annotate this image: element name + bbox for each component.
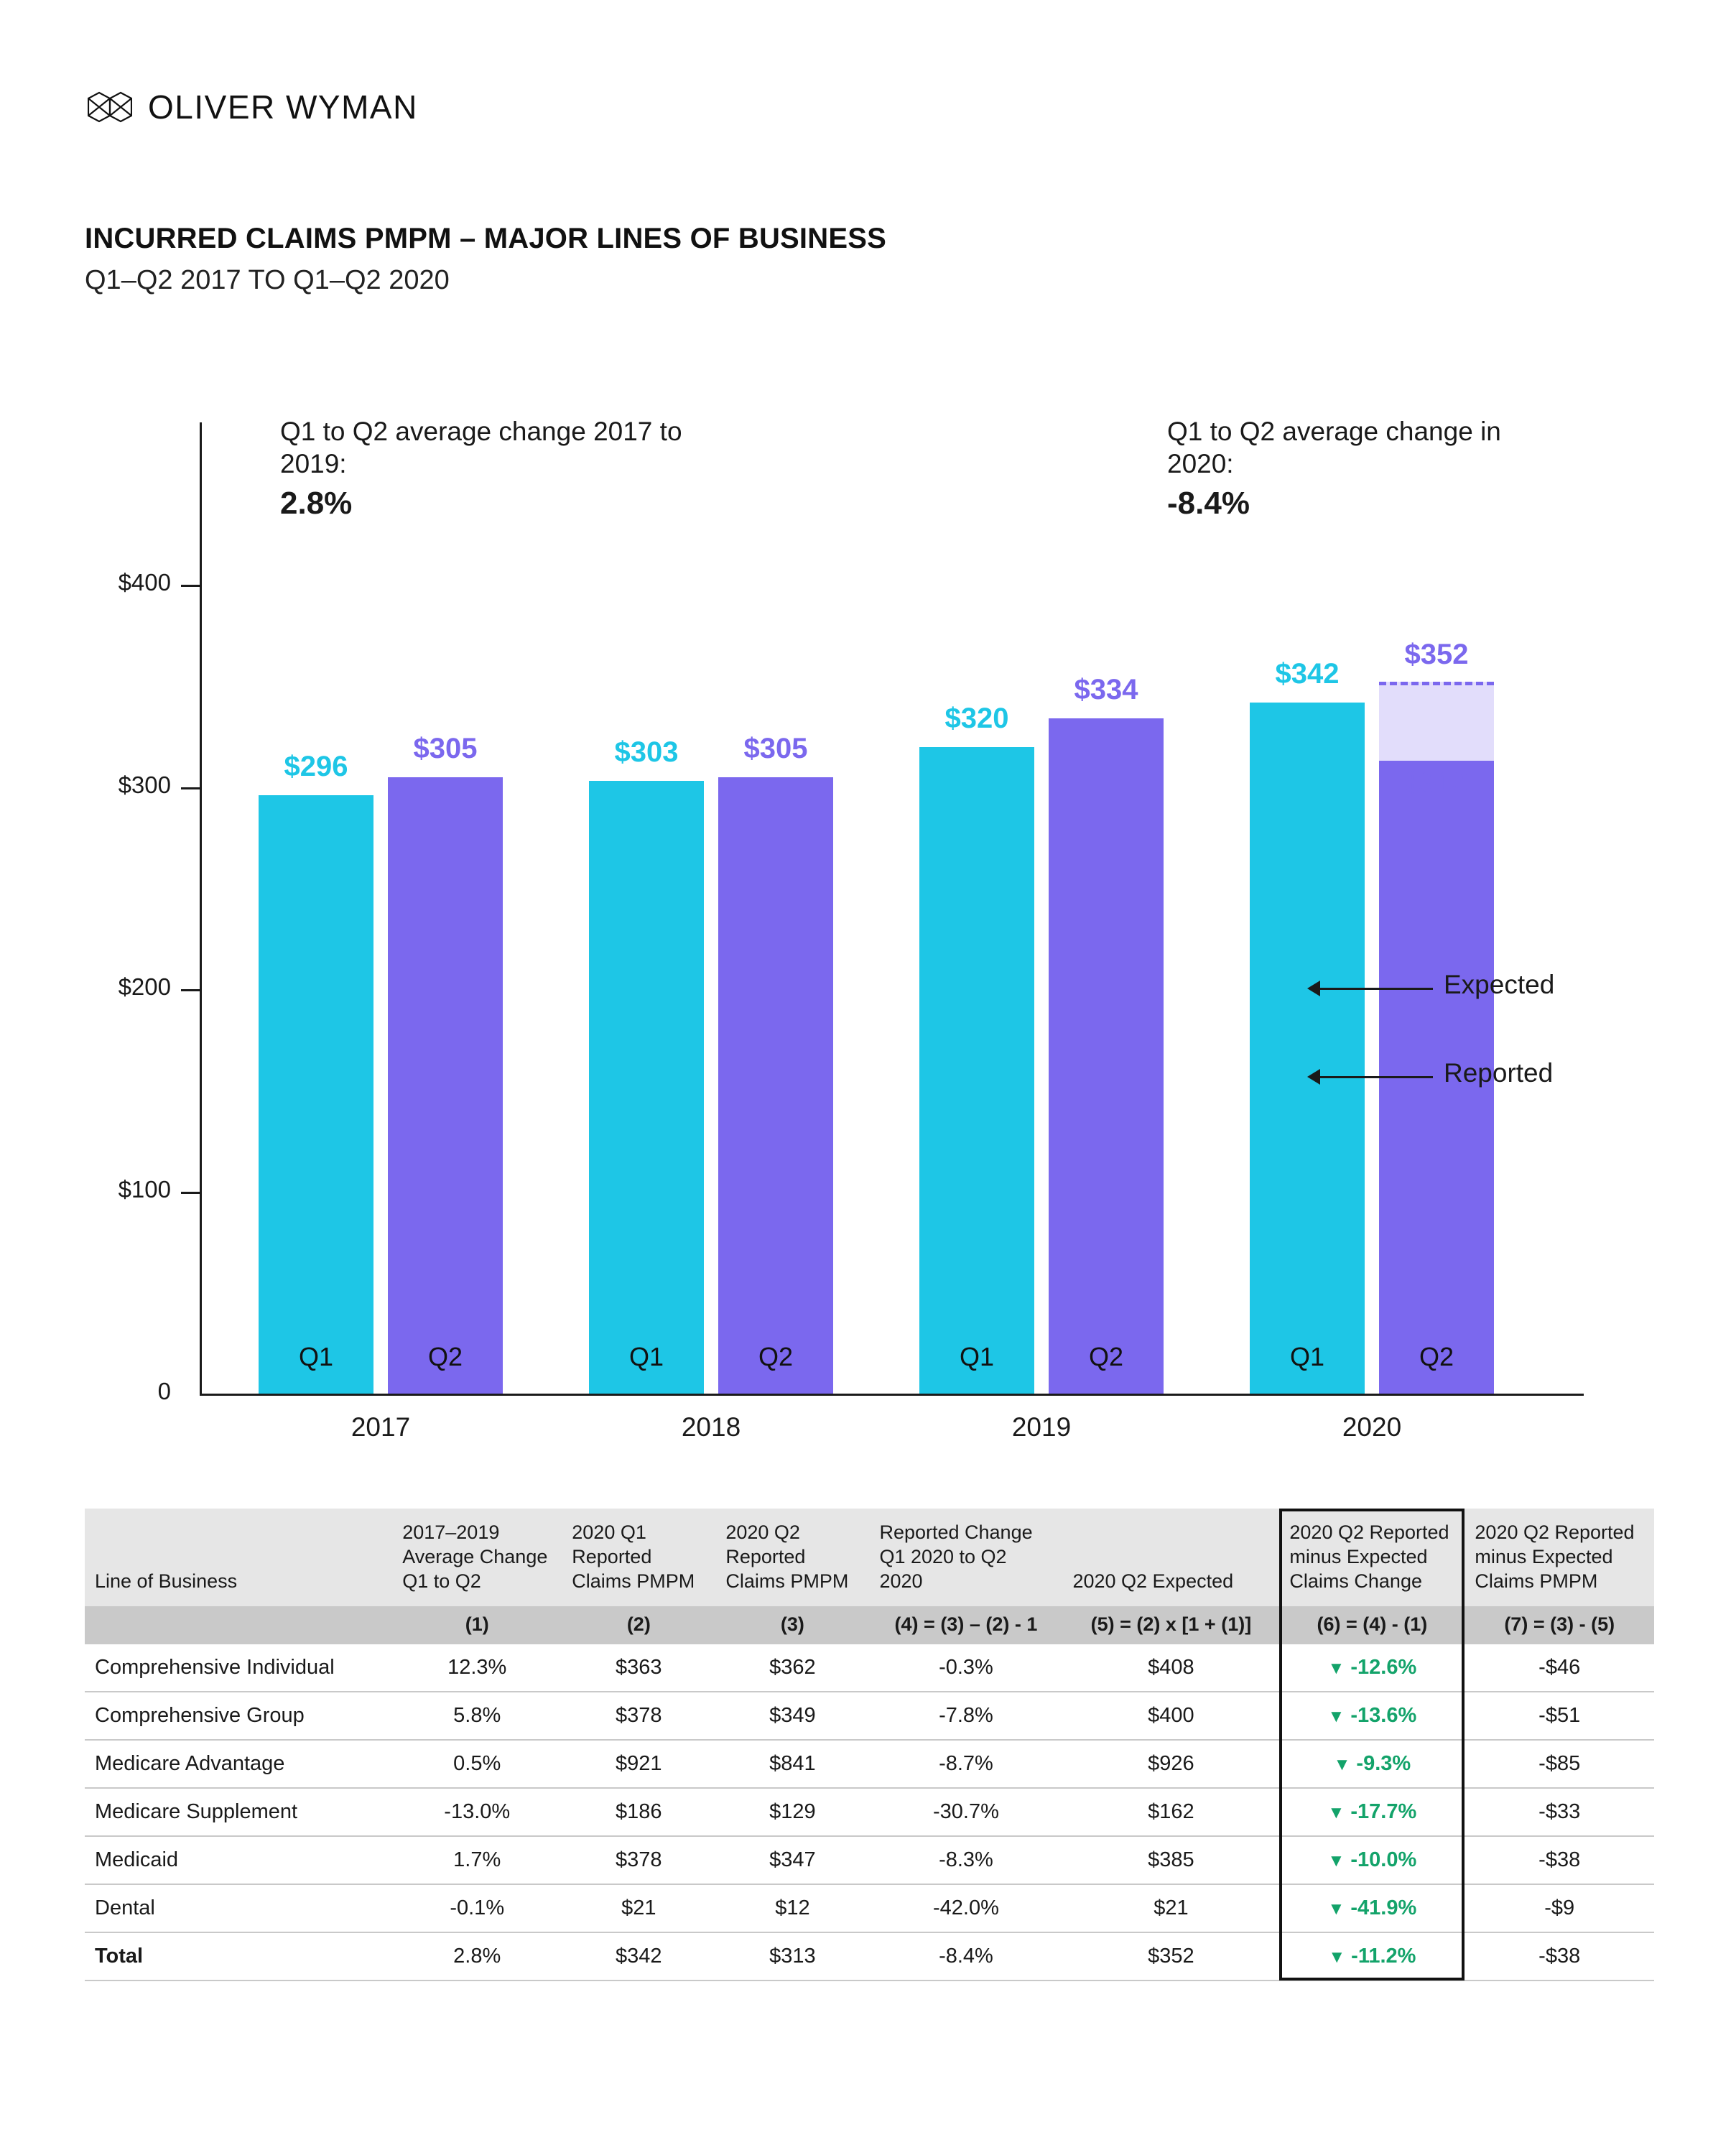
annotation-left-text: Q1 to Q2 average change 2017 to 2019:: [280, 417, 682, 479]
cell-reported-minus-expected-pmpm: -$85: [1465, 1740, 1654, 1788]
formula-cell-1: (1): [392, 1606, 562, 1644]
cell-avg-change: -0.1%: [392, 1884, 562, 1932]
formula-cell-2: (2): [562, 1606, 715, 1644]
bar-value-q2-2017: $305: [413, 732, 478, 764]
cell-2020q2-expected: $21: [1062, 1884, 1279, 1932]
table-row: [85, 1644, 1654, 1692]
bar-value-q1-2019: $320: [944, 702, 1009, 734]
annotation-left: [280, 415, 682, 523]
cell-2020q2-reported: $841: [715, 1740, 869, 1788]
cell-line-of-business: Medicaid: [85, 1836, 392, 1884]
table-header-row: [85, 1509, 1654, 1606]
bar-quarter-label: Q2: [1419, 1341, 1454, 1371]
cell-avg-change: -13.0%: [392, 1788, 562, 1836]
bar-q1-2018: [589, 781, 704, 1394]
cell-2020q2-expected: $385: [1062, 1836, 1279, 1884]
col-header-avg-change: 2017–2019 Average Change Q1 to Q2: [392, 1509, 562, 1606]
formula-cell-3: (3): [715, 1606, 869, 1644]
annotation-right-value: -8.4%: [1167, 486, 1250, 522]
cell-reported-minus-expected-change: ▼ -41.9%: [1279, 1884, 1465, 1932]
formula-cell-7: (7) = (3) - (5): [1465, 1606, 1654, 1644]
y-axis: [200, 422, 202, 1394]
cell-reported-change: -42.0%: [869, 1884, 1062, 1932]
col-header-line-of-business: Line of Business: [85, 1509, 392, 1606]
bar-quarter-label: Q1: [959, 1341, 995, 1371]
cell-2020q1-reported: $363: [562, 1644, 715, 1692]
bar-value-q1-2020: $342: [1275, 657, 1340, 690]
cell-line-of-business: Medicare Supplement: [85, 1788, 392, 1836]
x-axis: [200, 1394, 1584, 1396]
formula-cell-4: (4) = (3) – (2) - 1: [869, 1606, 1062, 1644]
y-tick: [181, 787, 200, 789]
cell-reported-minus-expected-pmpm: -$38: [1465, 1932, 1654, 1980]
cell-reported-minus-expected-pmpm: -$51: [1465, 1692, 1654, 1740]
cell-reported-change: -8.7%: [869, 1740, 1062, 1788]
y-tick: [181, 1192, 200, 1194]
page-title: INCURRED CLAIMS PMPM – MAJOR LINES OF BUSINESS: [85, 223, 886, 254]
callout-reported-line: [1314, 1076, 1433, 1078]
y-tick-label: $400: [118, 569, 171, 596]
bar-q2-2019: [1049, 718, 1164, 1394]
brand-name: OLIVER WYMAN: [148, 88, 418, 126]
x-axis-label-2019: 2019: [1011, 1412, 1072, 1442]
bar-quarter-label: Q2: [1088, 1341, 1124, 1371]
col-header-2020q2-expected: 2020 Q2 Expected: [1062, 1509, 1279, 1606]
cell-reported-minus-expected-change: ▼ -17.7%: [1279, 1788, 1465, 1836]
cell-reported-minus-expected-pmpm: -$9: [1465, 1884, 1654, 1932]
cell-avg-change: 2.8%: [392, 1932, 562, 1980]
bar-value-q1-2017: $296: [284, 751, 348, 783]
col-header-2020q1-reported: 2020 Q1 Reported Claims PMPM: [562, 1509, 715, 1606]
annotation-left-value: 2.8%: [280, 486, 353, 522]
y-tick: [181, 585, 200, 587]
bar-value-q2-2020: $313: [1404, 766, 1469, 799]
cell-2020q2-expected: $926: [1062, 1740, 1279, 1788]
cell-reported-minus-expected-pmpm: -$38: [1465, 1836, 1654, 1884]
cell-avg-change: 0.5%: [392, 1740, 562, 1788]
bar-quarter-label: Q1: [298, 1341, 334, 1371]
bar-value-q2-expected-2020: $352: [1404, 639, 1469, 671]
cell-2020q2-reported: $313: [715, 1932, 869, 1980]
y-tick-label: $200: [118, 973, 171, 1001]
cell-2020q2-reported: $12: [715, 1884, 869, 1932]
bar-quarter-label: Q1: [1289, 1341, 1325, 1371]
cell-2020q1-reported: $21: [562, 1884, 715, 1932]
cell-reported-minus-expected-change: ▼ -12.6%: [1279, 1644, 1465, 1692]
bar-q1-2020: [1250, 703, 1365, 1394]
col-header-2020q2-reported: 2020 Q2 Reported Claims PMPM: [715, 1509, 869, 1606]
x-axis-label-2018: 2018: [681, 1412, 741, 1442]
bar-quarter-label: Q2: [427, 1341, 463, 1371]
cell-2020q2-reported: $349: [715, 1692, 869, 1740]
cell-reported-minus-expected-change: ▼ -10.0%: [1279, 1836, 1465, 1884]
bar-value-q2-2018: $305: [743, 732, 808, 764]
y-tick-label: $100: [118, 1175, 171, 1203]
bar-q2-2018: [718, 777, 833, 1394]
cell-reported-change: -0.3%: [869, 1644, 1062, 1692]
cell-line-of-business: Comprehensive Individual: [85, 1644, 392, 1692]
brand-header: [88, 88, 418, 126]
cell-avg-change: 12.3%: [392, 1644, 562, 1692]
bar-q1-2017: [259, 795, 373, 1394]
cell-2020q2-reported: $362: [715, 1644, 869, 1692]
cell-2020q2-expected: $352: [1062, 1932, 1279, 1980]
col-header-reported-minus-expected-change: 2020 Q2 Reported minus Expected Claims Change: [1279, 1509, 1465, 1606]
formula-cell-5: (5) = (2) x [1 + (1)]: [1062, 1606, 1279, 1644]
cell-2020q1-reported: $378: [562, 1692, 715, 1740]
formula-cell-6: (6) = (4) - (1): [1279, 1606, 1465, 1644]
bar-quarter-label: Q1: [628, 1341, 664, 1371]
cell-line-of-business: Medicare Advantage: [85, 1740, 392, 1788]
table-row: [85, 1788, 1654, 1836]
cell-2020q1-reported: $186: [562, 1788, 715, 1836]
callout-expected-arrow-icon: [1307, 981, 1320, 996]
cell-2020q1-reported: $378: [562, 1836, 715, 1884]
table-formula-row: [85, 1606, 1654, 1644]
bar-chart: [0, 402, 1736, 1465]
annotation-right: [1167, 415, 1569, 523]
cell-2020q2-expected: $162: [1062, 1788, 1279, 1836]
cell-line-of-business: Dental: [85, 1884, 392, 1932]
table-row: [85, 1836, 1654, 1884]
annotation-right-text: Q1 to Q2 average change in 2020:: [1167, 417, 1501, 479]
cell-reported-minus-expected-pmpm: -$33: [1465, 1788, 1654, 1836]
cell-2020q1-reported: $342: [562, 1932, 715, 1980]
cell-reported-minus-expected-change: ▼ -9.3%: [1279, 1740, 1465, 1788]
callout-reported-arrow-icon: [1307, 1069, 1320, 1085]
cell-reported-minus-expected-change: ▼ -11.2%: [1279, 1932, 1465, 1980]
table-row: [85, 1884, 1654, 1932]
col-header-reported-change: Reported Change Q1 2020 to Q2 2020: [869, 1509, 1062, 1606]
title-block: [85, 223, 886, 296]
table-row: [85, 1740, 1654, 1788]
col-header-reported-minus-expected-pmpm: 2020 Q2 Reported minus Expected Claims PMPM: [1465, 1509, 1654, 1606]
y-tick-label: 0: [157, 1378, 171, 1404]
bar-q2-2017: [388, 777, 503, 1394]
callout-expected-line: [1314, 988, 1433, 990]
cell-line-of-business: Total: [85, 1932, 392, 1980]
oliver-wyman-hexagon-logo-icon: [88, 90, 132, 124]
table-row: [85, 1932, 1654, 1980]
bar-q1-2019: [919, 747, 1034, 1394]
bar-quarter-label: Q2: [758, 1341, 794, 1371]
claims-table: [85, 1509, 1654, 1981]
y-tick-label: $300: [118, 771, 171, 798]
cell-2020q2-expected: $408: [1062, 1644, 1279, 1692]
bar-value-q2-2019: $334: [1074, 674, 1138, 706]
y-tick: [181, 989, 200, 991]
x-axis-label-2020: 2020: [1342, 1412, 1402, 1442]
callout-expected-label: Expected: [1444, 970, 1555, 999]
cell-2020q2-reported: $347: [715, 1836, 869, 1884]
cell-line-of-business: Comprehensive Group: [85, 1692, 392, 1740]
table-row: [85, 1692, 1654, 1740]
callout-reported-label: Reported: [1444, 1058, 1554, 1088]
cell-2020q2-expected: $400: [1062, 1692, 1279, 1740]
cell-reported-minus-expected-pmpm: -$46: [1465, 1644, 1654, 1692]
formula-cell-0: [85, 1606, 392, 1644]
cell-avg-change: 5.8%: [392, 1692, 562, 1740]
cell-reported-change: -7.8%: [869, 1692, 1062, 1740]
cell-2020q1-reported: $921: [562, 1740, 715, 1788]
cell-2020q2-reported: $129: [715, 1788, 869, 1836]
page-subtitle: Q1–Q2 2017 TO Q1–Q2 2020: [85, 265, 450, 295]
cell-reported-change: -30.7%: [869, 1788, 1062, 1836]
bar-value-q1-2018: $303: [614, 736, 679, 769]
cell-avg-change: 1.7%: [392, 1836, 562, 1884]
claims-table-wrapper: [85, 1509, 1654, 1981]
cell-reported-minus-expected-change: ▼ -13.6%: [1279, 1692, 1465, 1740]
cell-reported-change: -8.4%: [869, 1932, 1062, 1980]
cell-reported-change: -8.3%: [869, 1836, 1062, 1884]
x-axis-label-2017: 2017: [351, 1412, 411, 1442]
